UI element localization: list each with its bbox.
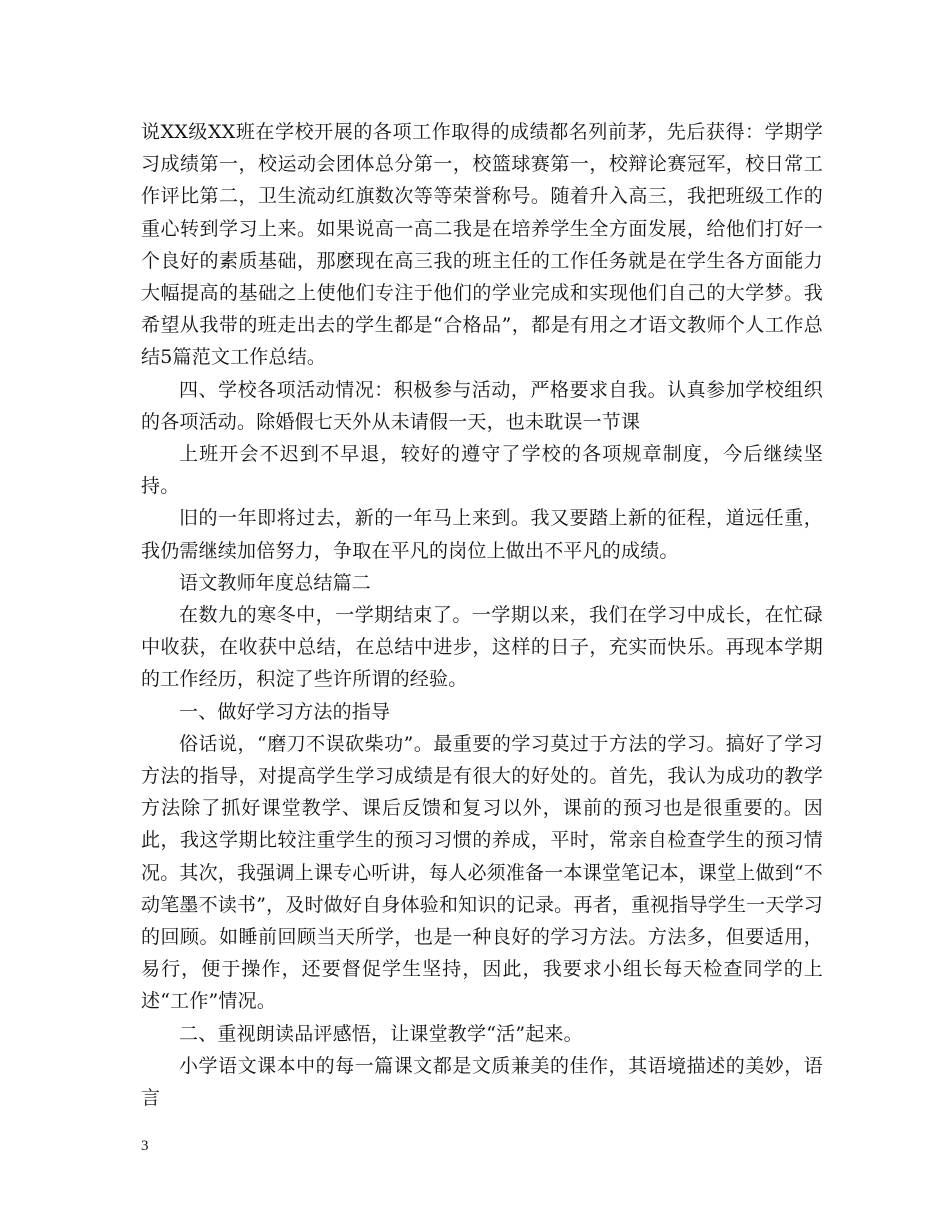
- paragraph-year-end: 旧的一年即将过去，新的一年马上来到。我又要踏上新的征程，道远任重，我仍需继续加倍努力，争取在平凡的岗位上做出不平凡的成绩。: [141, 507, 823, 562]
- document-body: [141, 116, 823, 1114]
- paragraph-continuation: 说XX级XX班在学校开展的各项工作取得的成绩都名列前茅，先后获得：学期学习成绩第一，校运动会团体总分第一，校篮球赛第一，校辩论赛冠军，校日常工作评比第二，卫生流动红旗数次等等荣誉称号。随着升入高三，我把班级工作的重心转到学习上来。如果说高一高二我是在培养学生全方面发展，给他们打好一个良好的素质基础，那麽现在高三我的班主任的工作任务就是在学生各方面能力大幅提高的基础之上使他们专注于他们的学业完成和实现他们自己的大学梦。我希望从我带的班走出去的学生都是“合格品”，都是有用之才语文教师个人工作总结5篇范文工作总结。: [141, 121, 823, 369]
- paragraph-school-activities: 四、学校各项活动情况：积极参与活动，严格要求自我。认真参加学校组织的各项活动。除婚假七天外从未请假一天，也未耽误一节课: [141, 378, 823, 433]
- paragraph-textbook-intro: 小学语文课本中的每一篇课文都是文质兼美的佳作，其语境描述的美妙，语言: [141, 1054, 823, 1110]
- heading-study-methods: 一、做好学习方法的指导: [179, 700, 391, 723]
- paragraph-study-methods: 俗话说，“磨刀不误砍柴功”。最重要的学习莫过于方法的学习。搞好了学习方法的指导，对提高学生学习成绩是有很大的好处的。首先，我认为成功的教学方法除了抓好课堂教学、课后反馈和复习以外，课前的预习也是很重要的。因此，我这学期比较注重学生的预习习惯的养成，平时，常亲自检查学生的预习情况。其次，我强调上课专心听讲，每人必须准备一本课堂笔记本，课堂上做到“不动笔墨不读书”，及时做好自身体验和知识的记录。再者，重视指导学生一天学习的回顾。如睡前回顾当天所学，也是一种良好的学习方法。方法多，但要适用，易行，便于操作，还要督促学生坚持，因此，我要求小组长每天检查同学的上述“工作”情况。: [141, 732, 823, 1013]
- heading-reading-appreciation: 二、重视朗读品评感悟，让课堂教学“活”起来。: [179, 1022, 583, 1045]
- section-title-part-two: 语文教师年度总结篇二: [179, 571, 372, 594]
- page-number: 3: [141, 1138, 149, 1154]
- paragraph-semester-intro: 在数九的寒冬中，一学期结束了。一学期以来，我们在学习中成长，在忙碌中收获，在收获中总结，在总结中进步，这样的日子，充实而快乐。再现本学期的工作经历，积淀了些许所谓的经验。: [141, 604, 823, 691]
- paragraph-attendance: 上班开会不迟到不早退，较好的遵守了学校的各项规章制度，今后继续坚持。: [141, 443, 823, 498]
